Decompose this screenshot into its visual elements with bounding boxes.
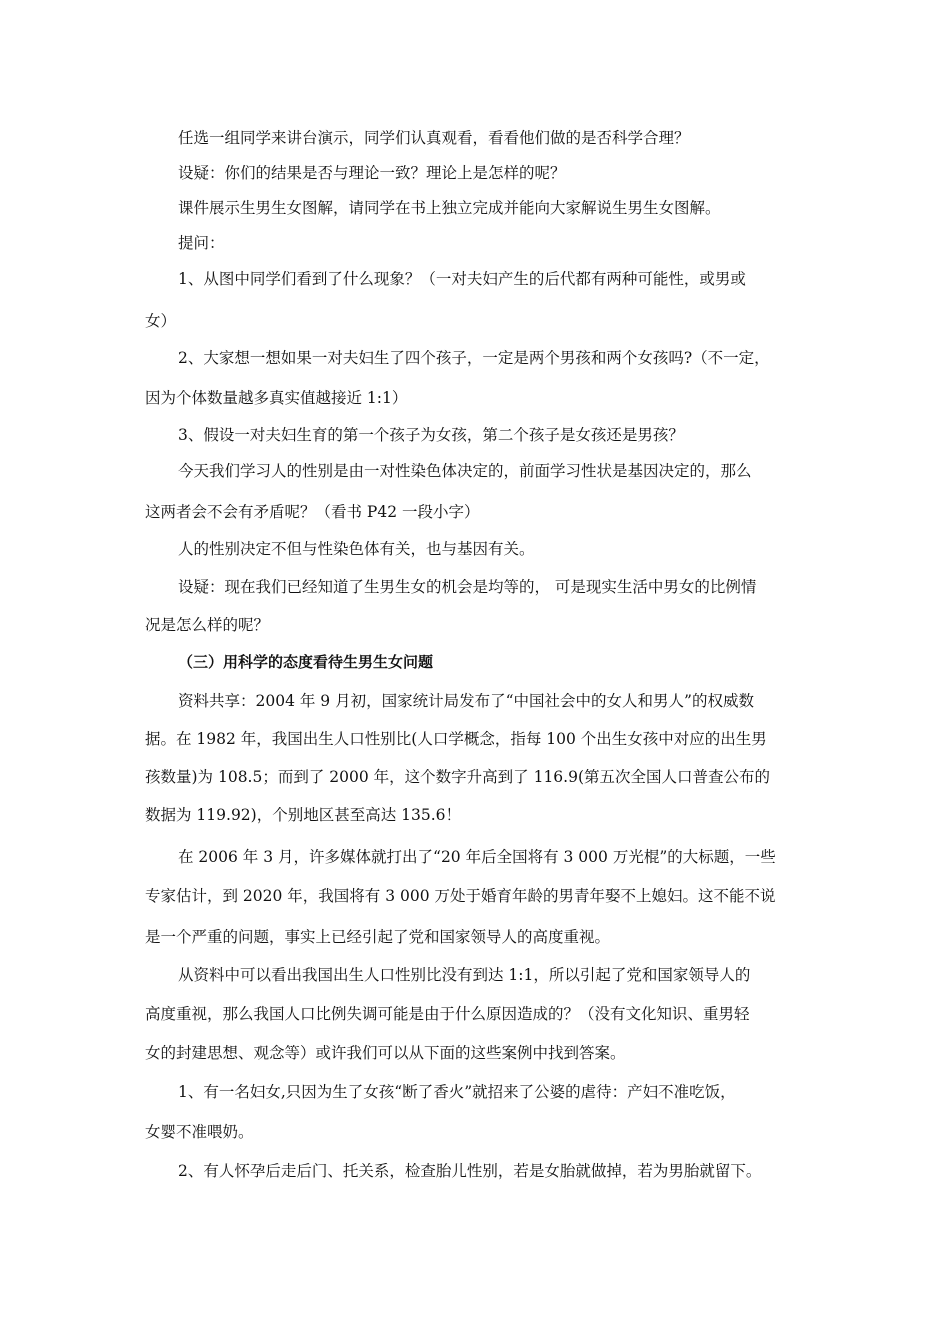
paragraph-line: 女婴不准喂奶。	[145, 1123, 254, 1141]
paragraph-line: 2、大家想一想如果一对夫妇生了四个孩子，一定是两个男孩和两个女孩吗?（不一定，	[178, 349, 770, 367]
paragraph-line: 高度重视，那么我国人口比例失调可能是由于什么原因造成的？（没有文化知识、重男轻	[145, 1005, 750, 1023]
paragraph-line: 设疑：你们的结果是否与理论一致？理论上是怎样的呢？	[178, 164, 566, 182]
paragraph-line: 据。在 1982 年，我国出生人口性别比(人口学概念，指每 100 个出生女孩中对应的出生男	[145, 730, 767, 748]
paragraph-line: 从资料中可以看出我国出生人口性别比没有到达 1:1，所以引起了党和国家领导人的	[178, 966, 751, 984]
paragraph-line: 数据为 119.92)，个别地区甚至高达 135.6！	[145, 806, 462, 824]
paragraph-line: 资料共享：2004 年 9 月初，国家统计局发布了“中国社会中的女人和男人”的权威数	[178, 692, 754, 710]
paragraph-line: 因为个体数量越多真实值越接近 1:1）	[145, 389, 408, 407]
section-heading: （三）用科学的态度看待生男生女问题	[178, 653, 434, 671]
paragraph-line: 女的封建思想、观念等）或许我们可以从下面的这些案例中找到答案。	[145, 1044, 626, 1062]
paragraph-line: 孩数量)为 108.5；而到了 2000 年，这个数字升高到了 116.9(第五次全国人口普查公布的	[145, 768, 770, 786]
paragraph-line: 课件展示生男生女图解，请同学在书上独立完成并能向大家解说生男生女图解。	[178, 199, 721, 217]
paragraph-line: 女）	[145, 312, 177, 330]
paragraph-line: 3、假设一对夫妇生育的第一个孩子为女孩，第二个孩子是女孩还是男孩？	[178, 426, 684, 444]
paragraph-line: 1、有一名妇女,只因为生了女孩“断了香火”就招来了公婆的虐待：产妇不准吃饭，	[178, 1083, 736, 1101]
paragraph-line: 1、从图中同学们看到了什么现象？（一对夫妇产生的后代都有两种可能性，或男或	[178, 270, 746, 288]
paragraph-line: 是一个严重的问题，事实上已经引起了党和国家领导人的高度重视。	[145, 928, 611, 946]
paragraph-line: 任选一组同学来讲台演示，同学们认真观看，看看他们做的是否科学合理？	[178, 129, 690, 147]
paragraph-line: 专家估计，到 2020 年，我国将有 3 000 万处于婚育年龄的男青年娶不上媳妇。这不能不说	[145, 887, 776, 905]
paragraph-line: 况是怎么样的呢？	[145, 616, 270, 634]
paragraph-line: 设疑：现在我们已经知道了生男生女的机会是均等的， 可是现实生活中男女的比例情	[178, 578, 757, 596]
paragraph-line: 这两者会不会有矛盾呢？（看书 P42 一段小字）	[145, 503, 480, 521]
paragraph-line: 在 2006 年 3 月，许多媒体就打出了“20 年后全国将有 3 000 万光棍”的大标题，一些	[178, 848, 776, 866]
paragraph-line: 人的性别决定不但与性染色体有关，也与基因有关。	[178, 540, 535, 558]
paragraph-line: 2、有人怀孕后走后门、托关系，检查胎儿性别，若是女胎就做掉，若为男胎就留下。	[178, 1162, 762, 1180]
paragraph-line: 提问：	[178, 234, 225, 252]
paragraph-line: 今天我们学习人的性别是由一对性染色体决定的，前面学习性状是基因决定的，那么	[178, 462, 752, 480]
